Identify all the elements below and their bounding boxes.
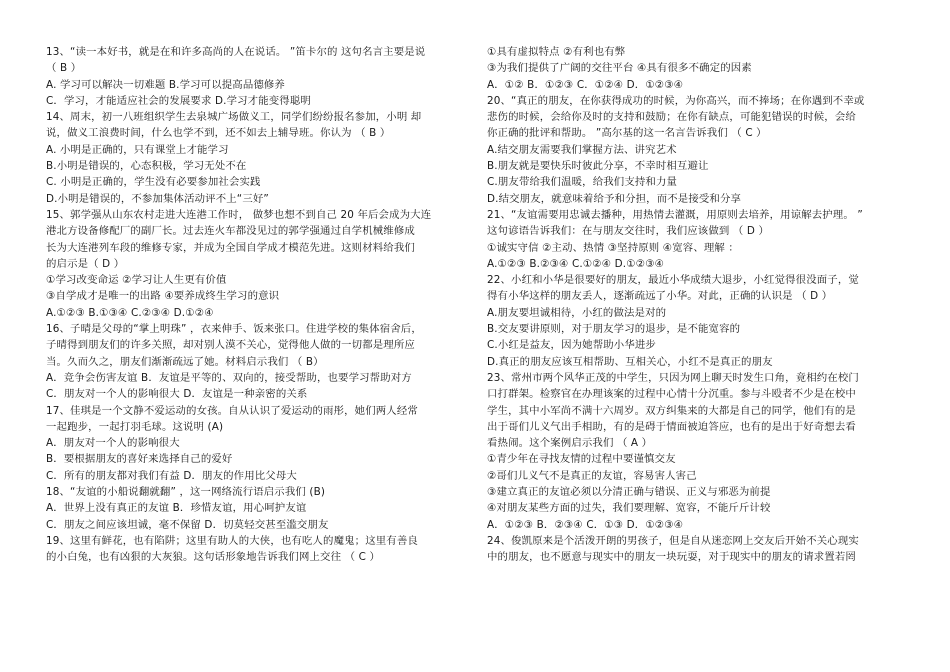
- text-line: 20、“真正的朋友，在你获得成功的时候，为你高兴，而不捧场；在你遇到不幸或: [487, 94, 865, 107]
- text-line: 14、周末，初一八班组织学生去泉城广场做义工，同学们纷纷报名参加，小明 却: [46, 111, 422, 124]
- text-line: A．朋友对一个人的影响很大: [46, 437, 180, 450]
- text-line: 中的朋友，也不愿意与现实中的朋友一块玩耍，对于现实中的朋友的请求置若罔: [487, 551, 856, 564]
- text-line: 口打群架。检察官在办理该案的过程中心情十分沉重。参与斗殴者不少是在校中: [487, 388, 856, 401]
- text-line: A．①② B．①②③ C．①②④ D．①②③④: [487, 78, 684, 91]
- text-line: 子晴得到朋友们的许多关照，却对别人漠不关心，觉得他人做的一切都是理所应: [46, 339, 415, 352]
- text-line: 的启示是（ D ）: [46, 257, 125, 270]
- text-line: 15、郭学强从山东农村走进大连港工作时， 做梦也想不到自己 20 年后会成为大连: [46, 208, 432, 221]
- text-line: 一起跑步，一起打羽毛球。这说明 (A): [46, 420, 224, 433]
- right-column: [487, 44, 907, 566]
- text-line: A.①②③ B.②③④ C.①②④ D.①②③④: [487, 257, 665, 270]
- text-line: D.小明是错误的，不参加集体活动评不上“三好”: [46, 192, 269, 205]
- text-line: 学生，其中小军尚不满十六周岁。双方纠集来的大都是自己的同学，他们有的是: [487, 404, 856, 417]
- text-line: C．学习，才能适应社会的发展要求 D.学习才能变得聪明: [46, 94, 311, 107]
- text-line: 说，做义工浪费时间，什么也学不到，还不如去上辅导班。你认为 （ B ）: [46, 127, 391, 140]
- text-line: 17、佳琪是一个文静不爱运动的女孩。自从认识了爱运动的雨彤，她们两人经常: [46, 404, 418, 417]
- text-line: A.结交朋友需要我们掌握方法、讲究艺术: [487, 143, 677, 156]
- text-line: C．朋友对一个人的影响很大 D．友谊是一种亲密的关系: [46, 388, 308, 401]
- text-line: 21、“友谊需要用忠诚去播种，用热情去灌溉，用原则去培养，用谅解去护理。 ”: [487, 208, 863, 221]
- text-line: ③建立真正的友谊必须以分清正确与错误、正义与邪恶为前提: [487, 486, 771, 499]
- text-line: C．所有的朋友都对我们有益 D．朋友的作用比父母大: [46, 469, 297, 482]
- text-line: ③为我们提供了广阔的交往平台 ④具有很多不确定的因素: [487, 62, 752, 75]
- text-line: A．①②③ B．②③④ C．①③ D．①②③④: [487, 518, 684, 531]
- text-line: A.①②③ B.①③④ C.②③④ D.①②④: [46, 306, 214, 319]
- text-line: ①学习改变命运 ②学习让人生更有价值: [46, 274, 227, 287]
- text-line: 港北方设备修配厂的副厂长。过去连火车都没见过的郭学强通过自学机械维修成: [46, 225, 415, 238]
- text-line: C.朋友带给我们温暖，给我们支持和力量: [487, 176, 678, 189]
- text-line: B．要根据朋友的喜好来选择自己的爱好: [46, 453, 233, 466]
- text-line: 当。久而久之，朋友们渐渐疏远了她。材料启示我们 （ B）: [46, 355, 324, 368]
- text-line: ①诚实守信 ②主动、热情 ③坚持原则 ④宽容、理解 ：: [487, 241, 739, 254]
- text-line: 24、俊凯原来是个活泼开朗的男孩子，但是自从迷恋网上交友后开始不关心现实: [487, 534, 859, 547]
- text-line: ②哥们儿义气不是真正的友谊，容易害人害己: [487, 469, 697, 482]
- text-line: 18、“友谊的小船说翻就翻” ，这一网络流行语启示我们 (B): [46, 486, 326, 499]
- text-line: B.小明是错误的，心态积极，学习无处不在: [46, 160, 247, 173]
- text-line: A．世界上没有真正的友谊 B．珍惜友谊，用心呵护友谊: [46, 502, 307, 515]
- text-line: A. 学习可以解决一切难题 B.学习可以提高品德修养: [46, 78, 285, 91]
- text-line: 你正确的批评和帮助。 ”高尔基的这一名言告诉我们 （ C ）: [487, 127, 767, 140]
- text-line: （ B ）: [46, 62, 82, 75]
- text-line: 得有小华这样的朋友丢人，逐渐疏远了小华。对此，正确的认识是 （ D ）: [487, 290, 833, 303]
- text-line: A．竞争会伤害友谊 B．友谊是平等的、双向的，接受帮助，也要学习帮助对方: [46, 371, 412, 384]
- text-line: A.朋友要坦诚相待，小红的做法是对的: [487, 306, 667, 319]
- text-line: C.小红是益友，因为她帮助小华进步: [487, 339, 656, 352]
- text-line: 这句谚语告诉我们：在与朋友交往时，我们应该做到 （ D ）: [487, 225, 770, 238]
- text-line: 出于哥们儿义气出手相助，有的是碍于情面被迫答应，也有的是出于好奇想去看: [487, 420, 856, 433]
- text-line: C．朋友之间应该坦诚，毫不保留 D．切莫轻交甚至滥交朋友: [46, 518, 329, 531]
- text-line: D.结交朋友，就意味着给予和分担，而不是接受和分享: [487, 192, 742, 205]
- text-line: C. 小明是正确的，学生没有必要参加社会实践: [46, 176, 261, 189]
- text-line: 16、子晴是父母的“掌上明珠” ，衣来伸手、饭来张口。住进学校的集体宿舍后，: [46, 323, 422, 336]
- text-line: D.真正的朋友应该互相帮助、互相关心，小红不是真正的朋友: [487, 355, 773, 368]
- text-line: ④对朋友某些方面的过失，我们要理解、宽容，不能斤斤计较: [487, 502, 771, 515]
- text-line: 13、“读一本好书，就是在和许多高尚的人在说话。 ”笛卡尔的 这句名言主要是说: [46, 46, 426, 58]
- text-line: 22、小红和小华是很要好的朋友，最近小华成绩大退步，小红觉得很没面子，觉: [487, 274, 859, 287]
- text-line: ①青少年在寻找友情的过程中要谨慎交友: [487, 453, 676, 466]
- text-line: 19、这里有鲜花，也有陷阱；这里有助人的大侠，也有吃人的魔鬼；这里有善良: [46, 534, 418, 547]
- left-column: [46, 44, 471, 566]
- text-line: B.朋友就是要快乐时彼此分享，不幸时相互避让: [487, 160, 709, 173]
- text-line: A. 小明是正确的，只有课堂上才能学习: [46, 143, 229, 156]
- text-line: 23、常州市两个风华正茂的中学生，只因为网上聊天时发生口角，竟相约在校门: [487, 371, 859, 384]
- text-line: 看热闹。这个案例启示我们 （ A ）: [487, 437, 653, 450]
- text-line: 的小白兔，也有凶狠的大灰狼。这句话形象地告诉我们网上交往 （ C ）: [46, 551, 380, 564]
- text-line: ①具有虚拟特点 ②有利也有弊: [487, 46, 626, 58]
- text-line: 长为大连港列车段的维修专家，并成为全国自学成才模范先进。这则材料给我们: [46, 241, 415, 254]
- text-line: B.交友要讲原则，对于朋友学习的退步，是不能宽容的: [487, 323, 741, 336]
- text-line: 悲伤的时候，会给你及时的支持和鼓励；在你有缺点，可能犯错误的时候，会给: [487, 111, 856, 124]
- text-line: ③自学成才是唯一的出路 ④要养成终生学习的意识: [46, 290, 280, 303]
